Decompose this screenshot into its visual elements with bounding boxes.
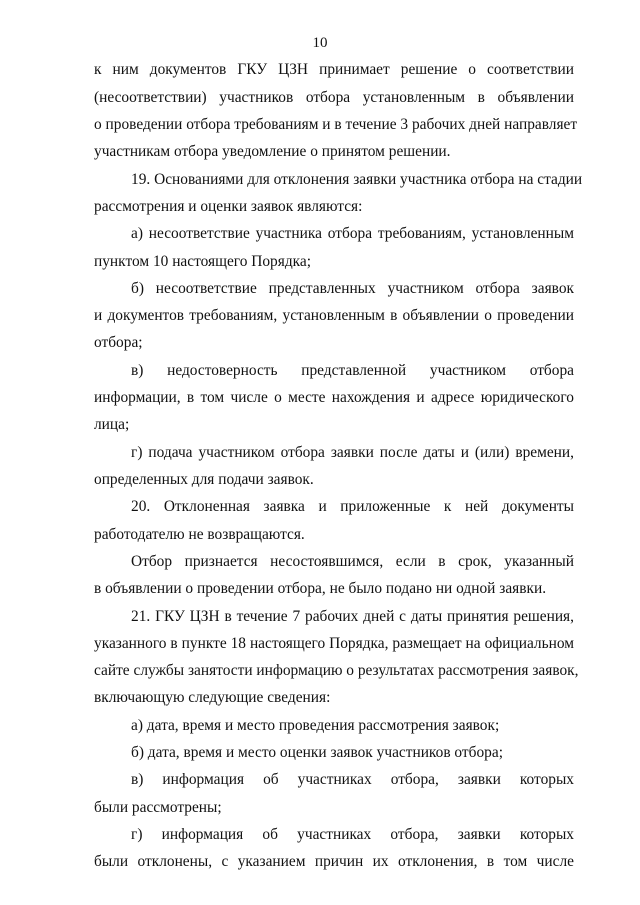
text-line: участникам отбора уведомление о принятом решении.	[94, 143, 451, 160]
text-line: пунктом 10 настоящего Порядка;	[94, 253, 312, 270]
page-number: 10	[312, 35, 328, 51]
text-line: (несоответствии) участников отбора установленным в объявлении	[94, 89, 574, 106]
text-line: и документов требованиям, установленным в объявлении о проведении	[94, 307, 574, 324]
text-line: г) подача участником отбора заявки после даты и (или) времени,	[131, 444, 574, 461]
text-line: а) несоответствие участника отбора требованиям, установленным	[131, 225, 574, 242]
text-line: работодателю не возвращаются.	[94, 526, 305, 543]
text-line: отбора;	[94, 334, 143, 351]
text-line: 21. ГКУ ЦЗН в течение 7 рабочих дней с даты принятия решения,	[131, 608, 574, 625]
text-line: в) недостоверность представленной участником отбора	[131, 362, 574, 379]
text-line: были рассмотрены;	[94, 799, 222, 816]
text-line: рассмотрения и оценки заявок являются:	[94, 198, 363, 215]
text-line: включающую следующие сведения:	[94, 689, 331, 706]
text-line: г) информация об участниках отбора, заявки которых	[131, 826, 574, 843]
text-line: 20. Отклоненная заявка и приложенные к ней документы	[131, 498, 574, 515]
text-line: б) несоответствие представленных участником отбора заявок	[131, 280, 574, 297]
text-line: в объявлении о проведении отбора, не было подано ни одной заявки.	[94, 580, 547, 597]
text-line: определенных для подачи заявок.	[94, 471, 314, 488]
text-line: сайте службы занятости информацию о результатах рассмотрения заявок,	[94, 662, 579, 679]
text-line: 19. Основаниями для отклонения заявки участника отбора на стадии	[131, 171, 583, 188]
text-line: указанного в пункте 18 настоящего Порядка, размещает на официальном	[94, 635, 574, 652]
text-line: а) дата, время и место проведения рассмотрения заявок;	[131, 717, 500, 734]
text-line: Отбор признается несостоявшимся, если в срок, указанный	[131, 553, 574, 570]
text-line: в) информация об участниках отбора, заявки которых	[131, 771, 574, 788]
text-line: б) дата, время и место оценки заявок участников отбора;	[131, 744, 503, 761]
text-line: о проведении отбора требованиям и в течение 3 рабочих дней направляет	[94, 116, 578, 133]
text-line: информации, в том числе о месте нахождения и адресе юридического	[94, 389, 574, 406]
text-line: к ним документов ГКУ ЦЗН принимает решение о соответствии	[94, 61, 574, 78]
text-line: лица;	[94, 416, 130, 433]
text-line: были отклонены, с указанием причин их отклонения, в том числе	[94, 853, 574, 870]
